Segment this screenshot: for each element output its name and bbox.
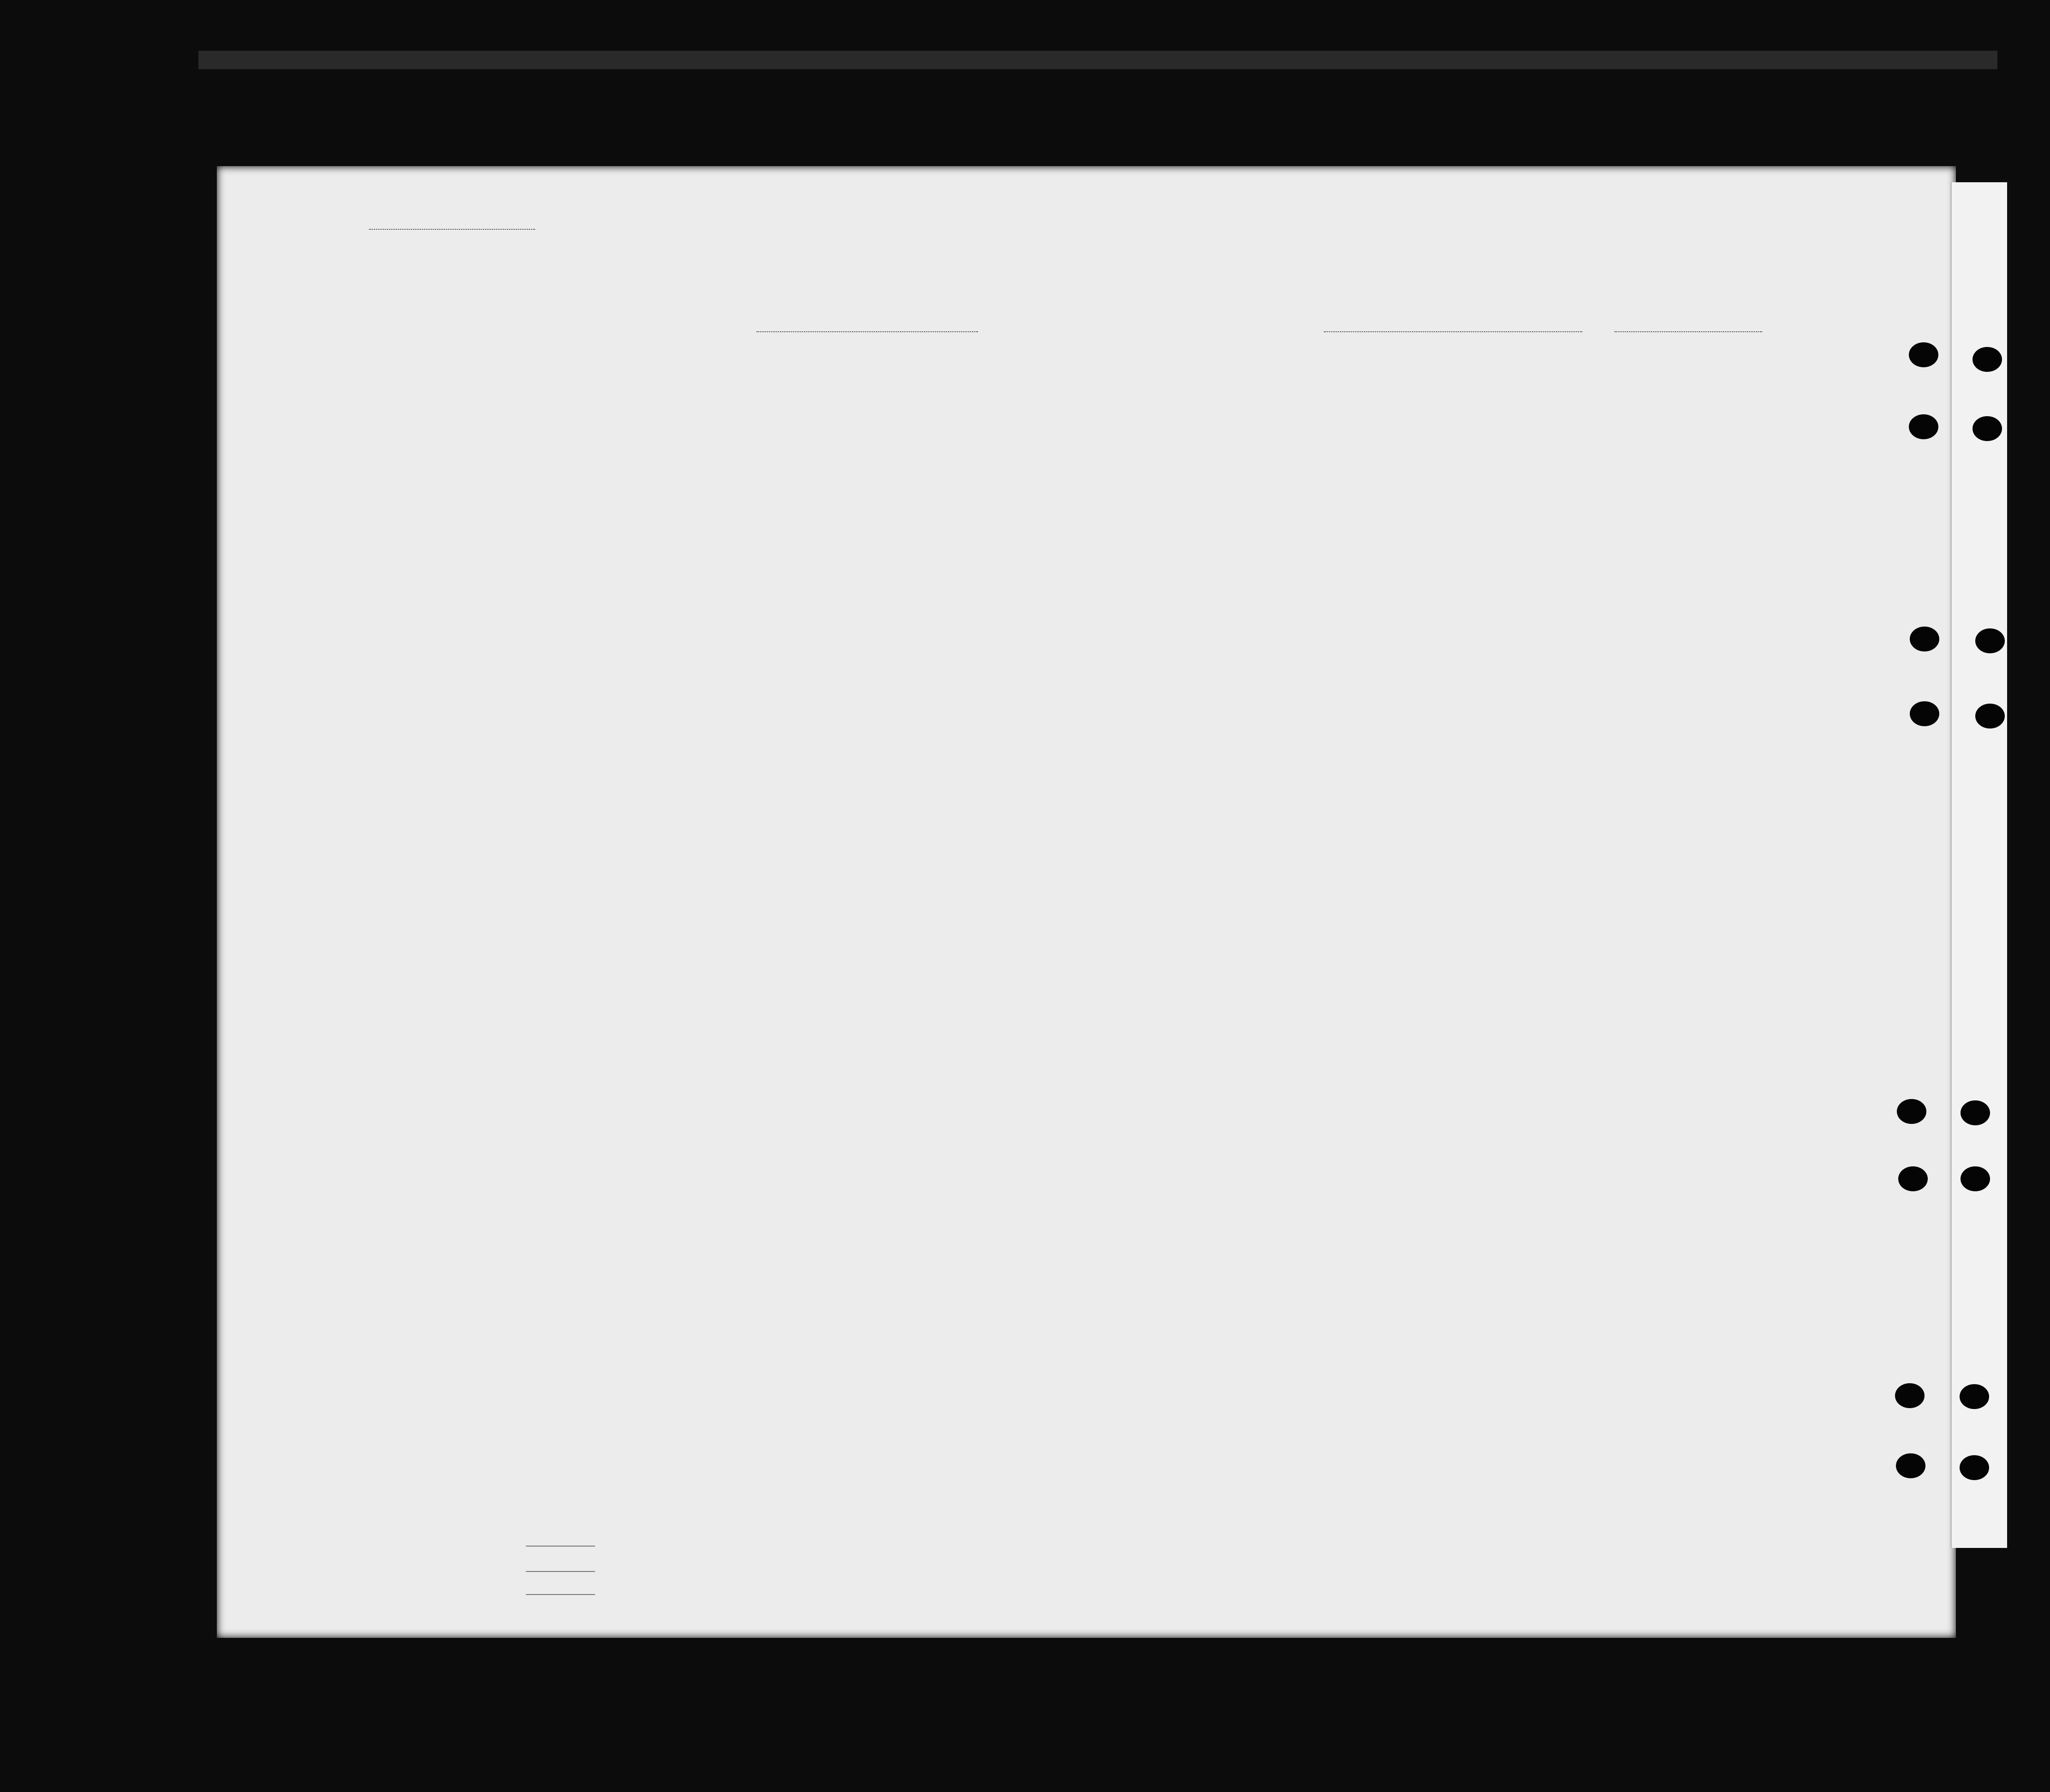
total-passengers-value xyxy=(526,1546,595,1547)
aliens-value xyxy=(526,1594,595,1595)
us-citizens-value xyxy=(526,1571,595,1572)
